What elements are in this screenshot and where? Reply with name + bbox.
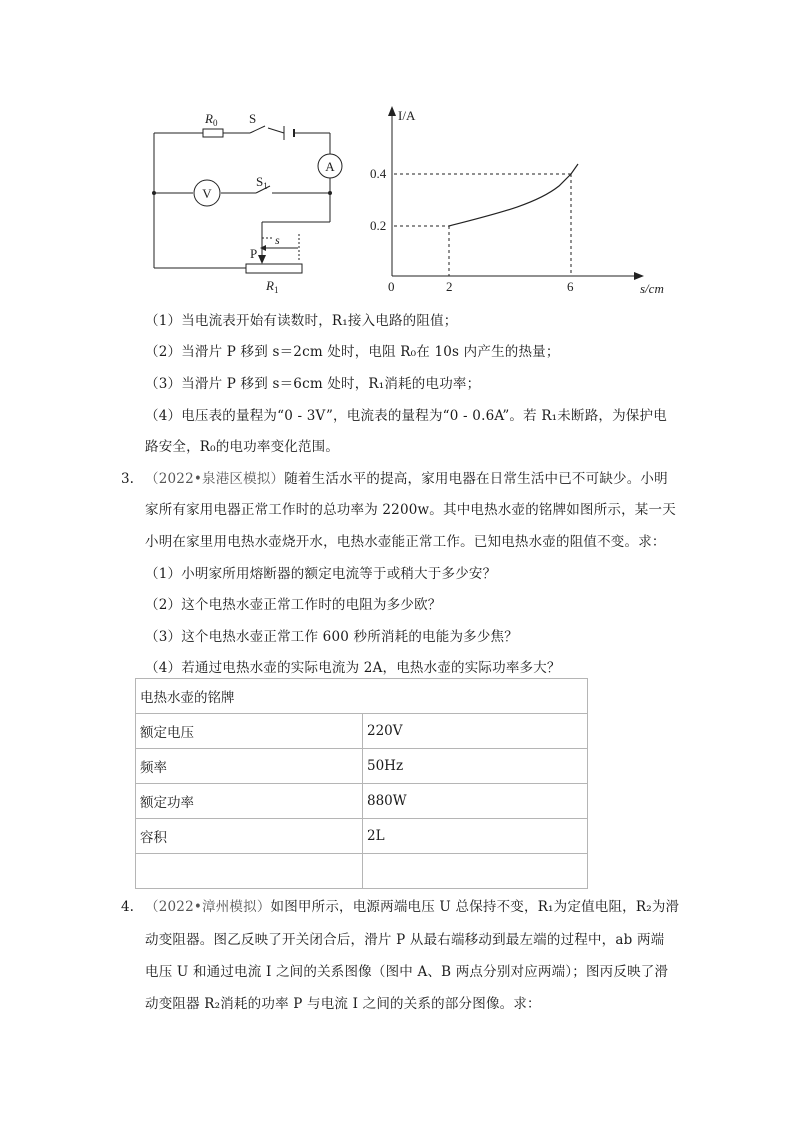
r1-rheostat [246,264,302,273]
table-cell-label: 频率 [136,749,363,784]
q4-line4: 动变阻器 R₂消耗的功率 P 与电流 I 之间的关系的部分图像。求： [145,996,541,1012]
table-title-row [136,679,588,714]
q2-sub3: （3）当滑片 P 移到 s＝6cm 处时，R₁消耗的电功率； [145,376,481,392]
p-label: P [250,246,258,261]
s-distance-label: s [275,233,280,247]
table-cell-label: 容积 [136,819,363,854]
s-label: S [249,111,257,126]
current-distance-graph [360,100,680,300]
r0-sub: 0 [212,118,218,128]
x-axis-arrow-icon [634,272,644,280]
q3-line3: 小明在家里用电热水壶烧开水，电热水壶能正常工作。已知电热水壶的阻值不变。求： [145,534,666,550]
q4-line3: 电压 U 和通过电流 I 之间的关系图像（图中 A、B 两点分别对应两端）；图丙反映了滑 [145,964,669,980]
table-row [136,714,588,749]
table-row [136,784,588,819]
q3-number: 3. [121,471,134,487]
r1-label: R [266,278,274,293]
q2-sub1: （1）当电流表开始有读数时，R₁接入电路的阻值； [145,313,458,329]
circuit-diagram [140,105,360,295]
slider-arrow-icon [258,255,266,264]
table-cell-label: 额定电压 [136,714,363,749]
table-cell-value: 50Hz [363,749,588,784]
q4-line1 [145,897,679,917]
q4-line1-text: 如图甲所示，电源两端电压 U 总保持不变，R₁为定值电阻，R₂为滑 [270,899,680,915]
x-axis-label: s/cm [640,281,664,296]
q3-line2: 家所有家用电器正常工作时的总功率为 2200w。其中电热水壶的铭牌如图所示，某一天 [145,502,676,518]
table-cell-label: 额定功率 [136,784,363,819]
q3-sub2: （2）这个电热水壶正常工作时的电阻为多少欧？ [145,597,442,613]
y-axis-label: I/A [398,108,416,123]
table-row [136,749,588,784]
table-cell-label [136,854,363,889]
q4-line2: 动变阻器。图乙反映了开关闭合后，滑片 P 从最右端移动到最左端的过程中，ab 两端 [145,932,665,948]
table-cell-value: 2L [363,819,588,854]
x-tick-6: 6 [567,279,574,294]
kettle-nameplate-table [135,678,588,889]
ammeter-label: A [325,159,335,174]
q3-sub1: （1）小明家所用熔断器的额定电流等于或稍大于多少安？ [145,566,497,582]
table-row [136,854,588,889]
s1-label: S [256,174,264,189]
origin-label: 0 [388,279,395,294]
q3-sub3: （3）这个电热水壶正常工作 600 秒所消耗的电能为多少焦？ [145,629,518,645]
table-title: 电热水壶的铭牌 [136,679,588,714]
y-tick-0.2: 0.2 [370,218,387,233]
y-axis-arrow-icon [388,106,396,116]
current-curve [449,164,578,226]
q3-line1-text: 随着生活水平的提高，家用电器在日常生活中已不可缺少。小明 [284,471,668,487]
table-cell-value: 220V [363,714,588,749]
q4-number: 4. [121,899,134,915]
r0-resistor [203,129,223,137]
q4-source: （2022•漳州模拟） [145,899,271,915]
x-tick-2: 2 [446,279,453,294]
table-cell-value: 880W [363,784,588,819]
voltmeter-label: V [202,186,212,201]
table-row [136,819,588,854]
r1-sub: 1 [273,285,279,295]
svg-text:S1 [256,174,268,191]
table-cell-value [363,854,588,889]
q2-sub4-a: （4）电压表的量程为“0 - 3V”，电流表的量程为“0 - 0.6A”。若 R₁未断路，为保护电 [145,408,667,424]
q2-sub2: （2）当滑片 P 移到 s＝2cm 处时，电阻 R₀在 10s 内产生的热量； [145,344,560,360]
q3-source: （2022•泉港区模拟） [145,471,285,487]
r0-label: R [205,111,213,126]
svg-text:R0 [204,111,218,128]
svg-text:R1 [265,278,278,295]
q2-sub4-b: 路安全，R₀的电功率变化范围。 [145,439,340,455]
q3-line1 [145,469,668,489]
y-tick-0.4: 0.4 [370,166,387,181]
q3-sub4: （4）若通过电热水壶的实际电流为 2A，电热水壶的实际功率多大？ [145,660,561,676]
s1-sub: 1 [263,181,268,191]
